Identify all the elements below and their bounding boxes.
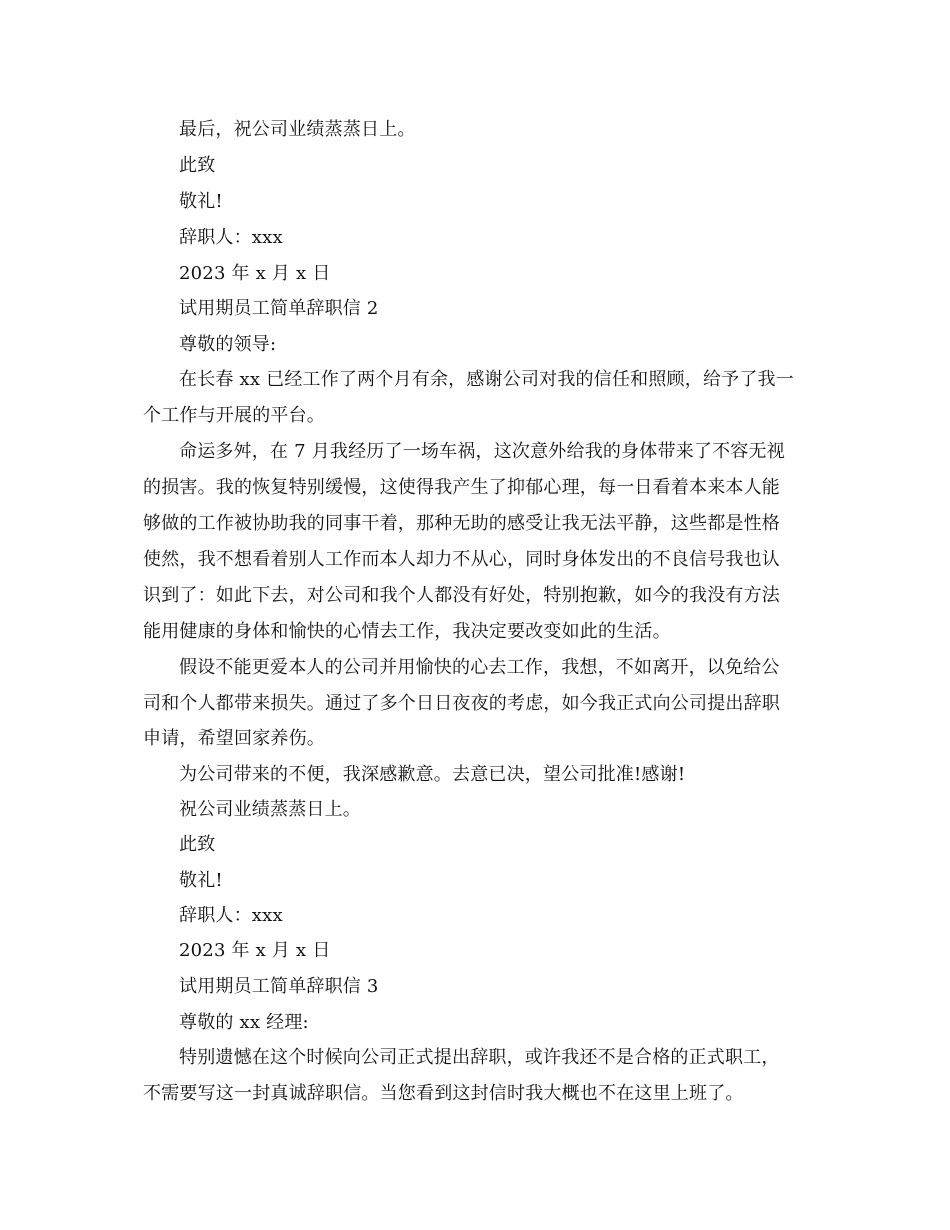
paragraph-line: 为公司带来的不便，我深感歉意。去意已决，望公司批准!感谢! <box>179 764 686 785</box>
paragraph-line: 不需要写这一封真诚辞职信。当您看到这封信时我大概也不在这里上班了。 <box>143 1083 744 1104</box>
paragraph-line: 命运多舛，在 7 月我经历了一场车祸，这次意外给我的身体带来了不容无视 <box>179 441 785 462</box>
paragraph-line: 识到了：如此下去，对公司和我个人都没有好处，特别抱歉，如今的我没有方法 <box>143 585 780 606</box>
paragraph-line: 司和个人都带来损失。通过了多个日日夜夜的考虑，如今我正式向公司提出辞职 <box>143 693 780 714</box>
paragraph-line: 使然，我不想看着别人工作而本人却力不从心，同时身体发出的不良信号我也认 <box>143 549 780 570</box>
paragraph-line: 的损害。我的恢复特别缓慢，这使得我产生了抑郁心理，每一日看着本来本人能 <box>143 477 780 498</box>
paragraph-line: 在长春 xx 已经工作了两个月有余，感谢公司对我的信任和照顾，给予了我一 <box>179 369 794 390</box>
section-heading: 试用期员工简单辞职信 3 <box>179 976 379 997</box>
paragraph-line: 够做的工作被协助我的同事干着，那种无助的感受让我无法平静，这些都是性格 <box>143 513 780 534</box>
signature-date: 2023 年 x 月 x 日 <box>179 263 331 284</box>
paragraph-line: 能用健康的身体和愉快的心情去工作，我决定要改变如此的生活。 <box>143 621 671 642</box>
closing-wish: 祝公司业绩蒸蒸日上。 <box>179 799 361 820</box>
paragraph-line: 假设不能更爱本人的公司并用愉快的心去工作，我想，不如离开，以免给公 <box>179 657 780 678</box>
closing-wish: 最后，祝公司业绩蒸蒸日上。 <box>179 119 416 140</box>
salutation-regards: 敬礼! <box>179 870 223 891</box>
paragraph-line: 特别遗憾在这个时候向公司正式提出辞职，或许我还不是合格的正式职工， <box>179 1047 780 1068</box>
salutation-regards: 敬礼! <box>179 191 223 212</box>
section-heading: 试用期员工简单辞职信 2 <box>179 298 379 319</box>
salutation-closing: 此致 <box>179 834 216 855</box>
letter-greeting: 尊敬的领导: <box>179 334 277 355</box>
paragraph-line: 个工作与开展的平台。 <box>143 405 325 426</box>
salutation-closing: 此致 <box>179 155 216 176</box>
signature-date: 2023 年 x 月 x 日 <box>179 940 331 961</box>
signature-name: 辞职人：xxx <box>179 905 283 926</box>
signature-name: 辞职人：xxx <box>179 227 283 248</box>
letter-greeting: 尊敬的 xx 经理: <box>179 1012 309 1033</box>
paragraph-line: 申请，希望回家养伤。 <box>143 728 325 749</box>
